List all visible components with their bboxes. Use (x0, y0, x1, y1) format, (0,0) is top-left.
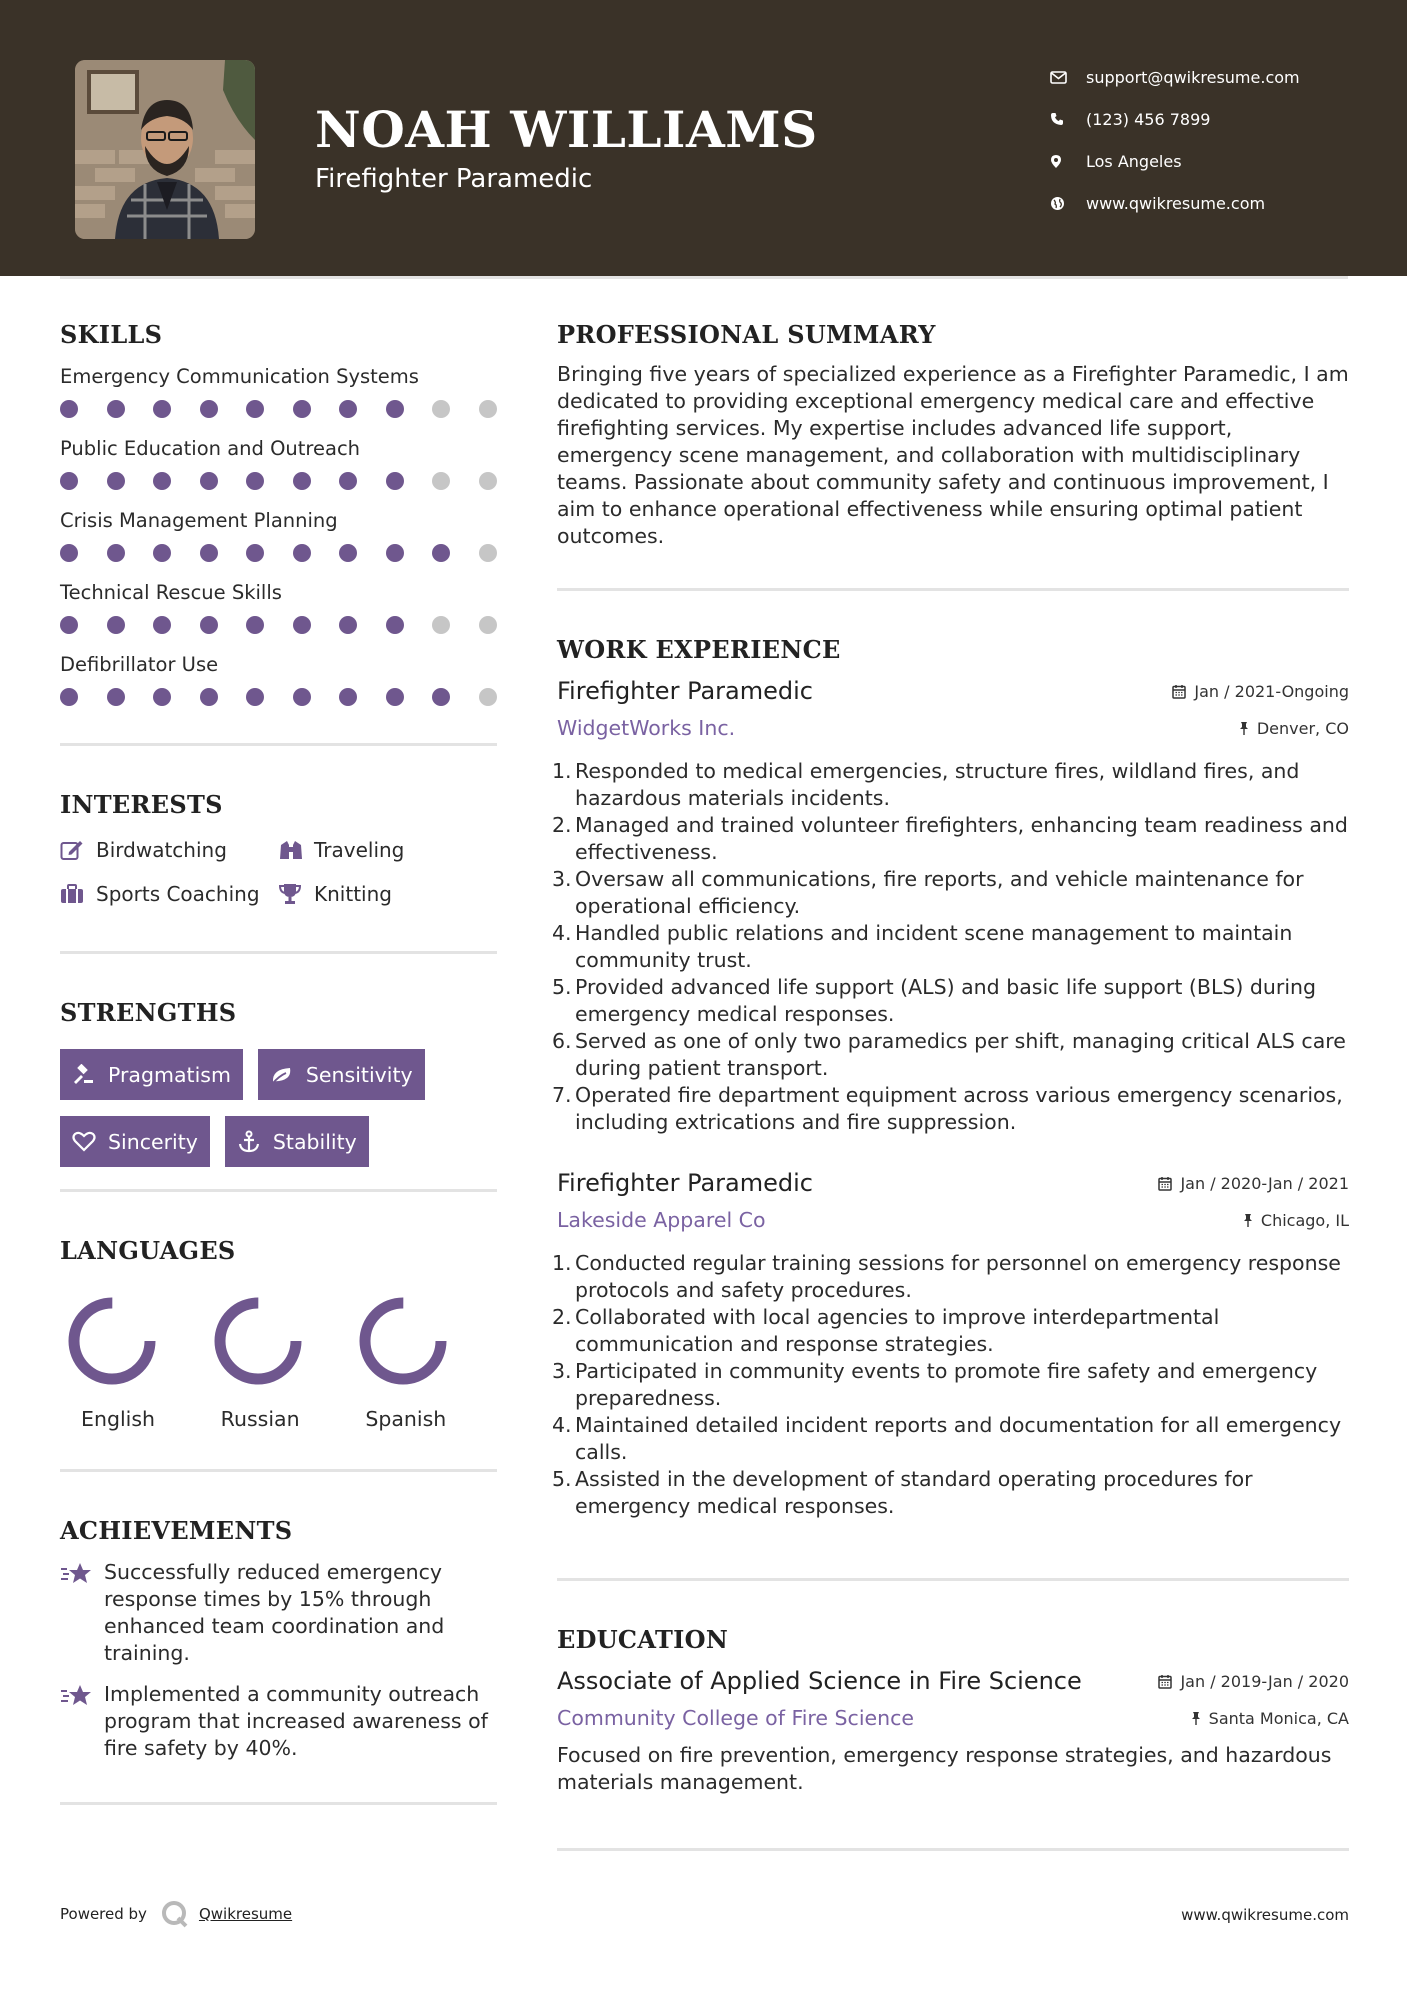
contact-phone-text: (123) 456 7899 (1086, 109, 1211, 129)
calendar-icon (1158, 1674, 1172, 1689)
contact-list (1050, 56, 1300, 224)
language-name: English (81, 1407, 156, 1431)
rating-dot-filled (60, 400, 78, 418)
rating-dot-filled (339, 616, 357, 634)
rating-dot-filled (107, 688, 125, 706)
job-dates-text: Jan / 2021-Ongoing (1194, 681, 1349, 701)
language-item (351, 1293, 497, 1431)
job-title: Firefighter Paramedic (557, 1169, 813, 1197)
education-description: Focused on fire prevention, emergency response strategies, and hazardous materials management. (557, 1743, 1332, 1794)
achievement-item (60, 1681, 497, 1762)
powered-by-label: Powered by (60, 1905, 147, 1923)
job-bullet: 7. Operated fire department equipment across various emergency scenarios, including extrications and fire suppression. (552, 1083, 1343, 1134)
skill-rating (60, 685, 497, 709)
strengths-heading: STRENGTHS (60, 998, 237, 1027)
map-pin-icon (1050, 154, 1086, 169)
job-bullet: 5. Assisted in the development of standard operating procedures for emergency medical responses. (552, 1467, 1253, 1518)
rating-dot-filled (107, 400, 125, 418)
strength-tag (60, 1116, 210, 1167)
rating-dot-filled (339, 688, 357, 706)
interest-label: Knitting (314, 882, 392, 906)
summary-text: Bringing five years of specialized experience as a Firefighter Paramedic, I am dedicated to providing exceptional emergency medical care and effective firefighting services. My expertise includes advanced life support, emergency scene management, and collaboration with multidisciplinary teams. Passionate about community safety and continuous improvement, I aim to enhance operational effectiveness while ensuring optimal patient outcomes. (557, 362, 1349, 548)
job-location (1243, 1211, 1349, 1230)
rating-dot-empty (479, 616, 497, 634)
rating-dot-filled (60, 688, 78, 706)
language-proficiency-ring (355, 1293, 451, 1389)
job-bullet: 1. Responded to medical emergencies, structure fires, wildland fires, and hazardous materials incidents. (552, 759, 1300, 810)
rating-dot-filled (386, 544, 404, 562)
skill-rating (60, 397, 497, 421)
rating-dot-filled (293, 472, 311, 490)
contact-location (1050, 140, 1300, 182)
rating-dot-filled (339, 544, 357, 562)
job-bullets (552, 758, 1349, 1136)
candidate-name: NOAH WILLIAMS (315, 100, 818, 159)
achievement-item (60, 1559, 497, 1667)
company-name: WidgetWorks Inc. (557, 716, 736, 740)
section-divider (60, 1802, 497, 1805)
rating-dot-filled (153, 472, 171, 490)
skill-rating (60, 541, 497, 565)
contact-website-text: www.qwikresume.com (1086, 193, 1266, 213)
rating-dot-filled (386, 400, 404, 418)
degree-title: Associate of Applied Science in Fire Science (557, 1667, 1082, 1695)
rating-dot-filled (386, 688, 404, 706)
strength-tag (258, 1049, 425, 1100)
rating-dot-filled (60, 544, 78, 562)
rating-dot-filled (153, 616, 171, 634)
rating-dot-filled (339, 400, 357, 418)
contact-phone[interactable] (1050, 98, 1300, 140)
job-bullet-text: Maintained detailed incident reports and documentation for all emergency calls. (575, 1413, 1342, 1464)
rating-dot-filled (107, 616, 125, 634)
rating-dot-filled (432, 544, 450, 562)
rating-dot-filled (200, 472, 218, 490)
rating-dot-filled (246, 688, 264, 706)
job-bullet-text: Handled public relations and incident scene management to maintain community trust. (575, 921, 1293, 972)
rating-dot-filled (293, 544, 311, 562)
job-entry (552, 1168, 1349, 1520)
calendar-icon (1172, 684, 1186, 699)
job-bullet-text: Served as one of only two paramedics per shift, managing critical ALS care during patient transport. (575, 1029, 1346, 1080)
candidate-title: Firefighter Paramedic (315, 164, 593, 194)
summary-section (557, 320, 1349, 550)
education-section (557, 1625, 1349, 1796)
profile-photo (75, 60, 255, 239)
interest-label: Sports Coaching (96, 882, 260, 906)
interest-item (60, 879, 278, 909)
strength-label: Sincerity (108, 1129, 198, 1154)
qwikresume-link[interactable]: Qwikresume (198, 1905, 293, 1923)
skill-name: Crisis Management Planning (60, 509, 338, 532)
rating-dot-filled (60, 616, 78, 634)
interest-label: Birdwatching (96, 838, 227, 862)
rating-dot-filled (200, 616, 218, 634)
interests-heading: INTERESTS (60, 790, 223, 819)
skills-section (60, 320, 497, 709)
rating-dot-filled (153, 400, 171, 418)
achievements-heading: ACHIEVEMENTS (60, 1516, 293, 1545)
job-bullet: 6. Served as one of only two paramedics per shift, managing critical ALS care during patient transport. (552, 1029, 1346, 1080)
summary-heading: PROFESSIONAL SUMMARY (557, 320, 936, 349)
rating-dot-filled (339, 472, 357, 490)
job-bullet-text: Collaborated with local agencies to improve interdepartmental communication and response strategies. (575, 1305, 1220, 1356)
rating-dot-filled (386, 472, 404, 490)
achievement-text: Implemented a community outreach program that increased awareness of fire safety by 40%. (104, 1682, 488, 1760)
rating-dot-filled (153, 544, 171, 562)
job-bullet-text: Managed and trained volunteer firefighters, enhancing team readiness and effectiveness. (575, 813, 1348, 864)
skill-name: Public Education and Outreach (60, 437, 361, 460)
strength-tag (225, 1116, 369, 1167)
trophy-icon (278, 883, 314, 905)
section-divider (60, 743, 497, 746)
job-bullets (552, 1250, 1349, 1520)
education-location (1191, 1709, 1349, 1728)
job-dates-text: Jan / 2020-Jan / 2021 (1180, 1173, 1349, 1193)
education-dates (1158, 1672, 1349, 1691)
jobs-list (552, 676, 1349, 1520)
language-proficiency-ring (64, 1293, 160, 1389)
rating-dot-filled (432, 688, 450, 706)
section-divider (60, 1469, 497, 1472)
job-dates (1172, 682, 1349, 701)
contact-email[interactable] (1050, 56, 1300, 98)
right-column (552, 320, 1349, 1851)
rating-dot-empty (479, 472, 497, 490)
languages-section (60, 1236, 497, 1431)
languages-heading: LANGUAGES (60, 1236, 236, 1265)
rating-dot-filled (200, 544, 218, 562)
job-bullet-text: Conducted regular training sessions for personnel on emergency response protocols and safety procedures. (575, 1251, 1341, 1302)
language-item (206, 1293, 352, 1431)
rating-dot-empty (479, 688, 497, 706)
pushpin-icon (1243, 1213, 1253, 1227)
rating-dot-filled (107, 544, 125, 562)
envelope-icon (1050, 71, 1086, 84)
section-divider (60, 1189, 497, 1192)
job-bullet-text: Oversaw all communications, fire reports, and vehicle maintenance for operational efficiency. (575, 867, 1304, 918)
phone-icon (1050, 112, 1086, 126)
interest-label: Traveling (314, 838, 405, 862)
job-bullet-text: Operated fire department equipment across various emergency scenarios, including extrications and fire suppression. (575, 1083, 1343, 1134)
language-name: Spanish (365, 1407, 447, 1431)
star-burst-icon (60, 1559, 104, 1667)
education-entry (557, 1666, 1349, 1796)
job-bullet: 4. Handled public relations and incident scene management to maintain community trust. (552, 921, 1293, 972)
skills-list (60, 365, 497, 709)
footer-powered-by (60, 1900, 292, 1928)
leaf-icon (270, 1065, 306, 1085)
gavel-icon (72, 1064, 108, 1086)
section-divider (557, 1578, 1349, 1581)
skill-rating (60, 613, 497, 637)
rating-dot-filled (293, 400, 311, 418)
skills-heading: SKILLS (60, 320, 163, 349)
job-location (1239, 719, 1349, 738)
job-bullet-text: Participated in community events to promote fire safety and emergency preparedness. (575, 1359, 1318, 1410)
rating-dot-empty (479, 544, 497, 562)
section-divider (60, 951, 497, 954)
job-bullet: 3. Oversaw all communications, fire reports, and vehicle maintenance for operational efficiency. (552, 867, 1304, 918)
experience-section (552, 635, 1349, 1520)
pencil-square-icon (60, 839, 96, 861)
job-location-text: Chicago, IL (1260, 1210, 1349, 1230)
school-name: Community College of Fire Science (557, 1706, 915, 1730)
education-heading: EDUCATION (557, 1625, 729, 1654)
experience-heading: WORK EXPERIENCE (557, 635, 841, 664)
anchor-icon (237, 1130, 273, 1154)
rating-dot-empty (432, 616, 450, 634)
section-divider (557, 1848, 1349, 1851)
qwikresume-logo-icon (161, 1900, 189, 1928)
interest-item (60, 835, 278, 865)
language-item (60, 1293, 206, 1431)
skill-rating (60, 469, 497, 493)
language-proficiency-ring (210, 1293, 306, 1389)
rating-dot-filled (200, 688, 218, 706)
heart-icon (72, 1131, 108, 1152)
education-location-text: Santa Monica, CA (1208, 1708, 1349, 1728)
rating-dot-filled (293, 616, 311, 634)
job-bullet-text: Assisted in the development of standard operating procedures for emergency medical responses. (575, 1467, 1253, 1518)
strength-label: Sensitivity (305, 1062, 413, 1087)
rating-dot-filled (246, 400, 264, 418)
interest-item (278, 835, 488, 865)
job-dates (1158, 1174, 1349, 1193)
job-title: Firefighter Paramedic (557, 677, 813, 705)
globe-icon (1050, 196, 1086, 211)
strength-label: Pragmatism (108, 1062, 231, 1087)
contact-website[interactable] (1050, 182, 1300, 224)
achievements-section (60, 1516, 497, 1762)
rating-dot-filled (153, 688, 171, 706)
strength-tag (60, 1049, 243, 1100)
rating-dot-filled (246, 472, 264, 490)
contact-email-text: support@qwikresume.com (1086, 67, 1300, 87)
job-entry (552, 676, 1349, 1136)
rating-dot-filled (60, 472, 78, 490)
language-name: Russian (220, 1407, 300, 1431)
job-bullet: 3. Participated in community events to promote fire safety and emergency preparedness. (552, 1359, 1318, 1410)
job-bullet: 5. Provided advanced life support (ALS) and basic life support (BLS) during emergency medical responses. (552, 975, 1317, 1026)
interests-section (60, 790, 497, 909)
strengths-list (60, 1049, 497, 1167)
languages-list (60, 1293, 497, 1431)
rating-dot-filled (386, 616, 404, 634)
rating-dot-filled (107, 472, 125, 490)
left-column (60, 320, 497, 1805)
rating-dot-filled (246, 544, 264, 562)
rating-dot-empty (432, 400, 450, 418)
achievement-text: Successfully reduced emergency response times by 15% through enhanced team coordination and training. (104, 1560, 445, 1665)
footer-url[interactable]: www.qwikresume.com (1181, 1906, 1349, 1924)
job-bullet: 4. Maintained detailed incident reports and documentation for all emergency calls. (552, 1413, 1342, 1464)
section-divider (557, 588, 1349, 591)
rating-dot-filled (246, 616, 264, 634)
interests-list (60, 835, 497, 909)
job-bullet: 2. Collaborated with local agencies to improve interdepartmental communication and response strategies. (552, 1305, 1220, 1356)
job-bullet: 1. Conducted regular training sessions for personnel on emergency response protocols and safety procedures. (552, 1251, 1341, 1302)
education-dates-text: Jan / 2019-Jan / 2020 (1180, 1671, 1349, 1691)
job-location-text: Denver, CO (1256, 718, 1349, 738)
pushpin-icon (1191, 1711, 1201, 1725)
rating-dot-filled (200, 400, 218, 418)
briefcase-icon (60, 884, 96, 904)
binoculars-icon (278, 839, 314, 861)
calendar-icon (1158, 1176, 1172, 1191)
strengths-section (60, 998, 497, 1167)
pushpin-icon (1239, 721, 1249, 735)
company-name: Lakeside Apparel Co (557, 1208, 766, 1232)
job-bullet: 2. Managed and trained volunteer firefighters, enhancing team readiness and effectiveness. (552, 813, 1348, 864)
header-divider (60, 276, 1348, 279)
interest-item (278, 879, 488, 909)
rating-dot-filled (293, 688, 311, 706)
resume-header (0, 0, 1407, 276)
strength-label: Stability (272, 1129, 357, 1154)
star-burst-icon (60, 1681, 104, 1762)
job-bullet-text: Responded to medical emergencies, structure fires, wildland fires, and hazardous materials incidents. (575, 759, 1300, 810)
contact-location-text: Los Angeles (1086, 151, 1182, 171)
skill-name: Emergency Communication Systems (60, 365, 419, 388)
rating-dot-empty (479, 400, 497, 418)
rating-dot-empty (432, 472, 450, 490)
skill-name: Technical Rescue Skills (60, 581, 282, 604)
skill-name: Defibrillator Use (60, 653, 219, 676)
job-bullet-text: Provided advanced life support (ALS) and basic life support (BLS) during emergency medical responses. (575, 975, 1317, 1026)
